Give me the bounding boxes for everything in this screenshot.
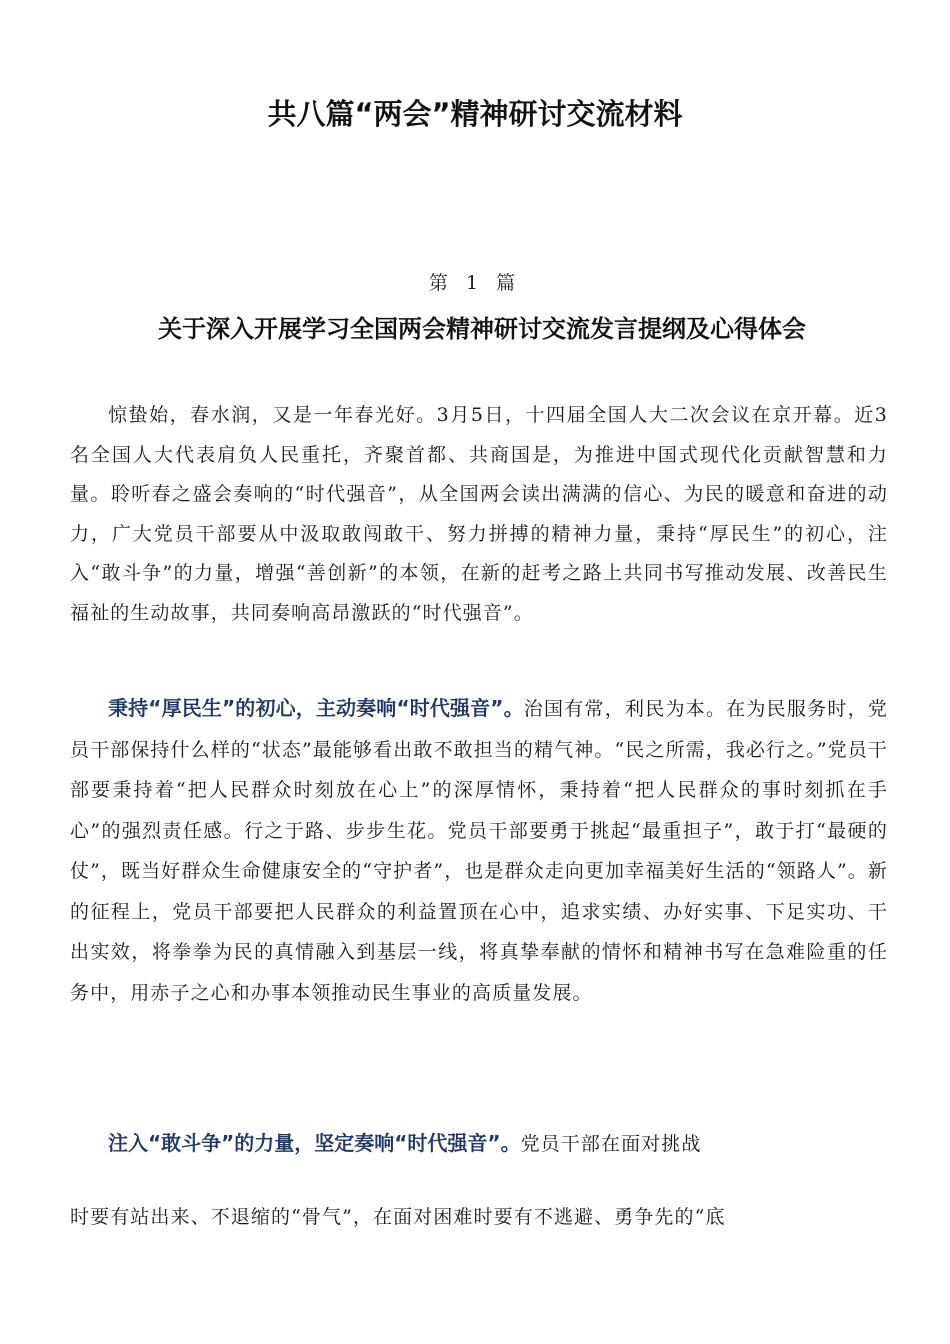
paragraph-struggle <box>70 1124 888 1165</box>
paragraph-text: 时要有站出来、不退缩的“骨气”，在面对困难时要有不逃避、勇争先的“底 <box>70 1206 726 1228</box>
paragraph-continuation <box>70 1198 888 1238</box>
paragraph-text: 治国有常，利民为本。在为民服务时，党员干部保持什么样的“状态”最能够看出敢不敢担当的精气神。“民之所需，我必行之。”党员干部要秉持着“把人民群众时刻放在心上”的深厚情怀，秉持着“把人民群众的事时刻抓在手心”的强烈责任感。行之于路、步步生花。党员干部要勇于挑起“最重担子”，敢于打“最硬的仗”，既当好群众生命健康安全的“守护者”，也是群众走向更加幸福美好生活的“领路人”。新的征程上，党员干部要把人民群众的利益置顶在心中，追求实绩、办好实事、下足实功、干出实效，将拳拳为民的真情融入到基层一线，将真挚奉献的情怀和精神书写在急难险重的任务中，用赤子之心和办事本领推动民生事业的高质量发展。 <box>70 698 888 1004</box>
section-number: 第 1 篇 <box>428 272 522 294</box>
paragraph-text: 党员干部在面对挑战 <box>520 1133 702 1155</box>
paragraph-text: 惊蛰始，春水润，又是一年春光好。3月5日，十四届全国人大二次会议在京开幕。近3名全国人大代表肩负人民重托，齐聚首都、共商国是，为推进中国式现代化贡献智慧和力量。聆听春之盛会奏响的“时代强音”，从全国两会读出满满的信心、为民的暖意和奋进的动力，广大党员干部要从中汲取敢闯敢干、努力拼搏的精神力量，秉持“厚民生”的初心，注入“敢斗争”的力量，增强“善创新”的本领，在新的赶考之路上共同书写推动发展、改善民生福祉的生动故事，共同奏响高昂激跃的“时代强音”。 <box>70 404 888 624</box>
section-heading: 关于深入开展学习全国两会精神研讨交流发言提纲及心得体会 <box>158 315 806 343</box>
paragraph-livelihood <box>70 688 888 1013</box>
paragraph-lead-heading: 秉持“厚民生”的初心，主动奏响“时代强音”。 <box>108 696 524 720</box>
document-title: 共八篇“两会”精神研讨交流材料 <box>267 97 683 131</box>
paragraph-lead-heading: 注入“敢斗争”的力量，坚定奏响“时代强音”。 <box>108 1131 521 1155</box>
paragraph-intro <box>70 396 888 634</box>
